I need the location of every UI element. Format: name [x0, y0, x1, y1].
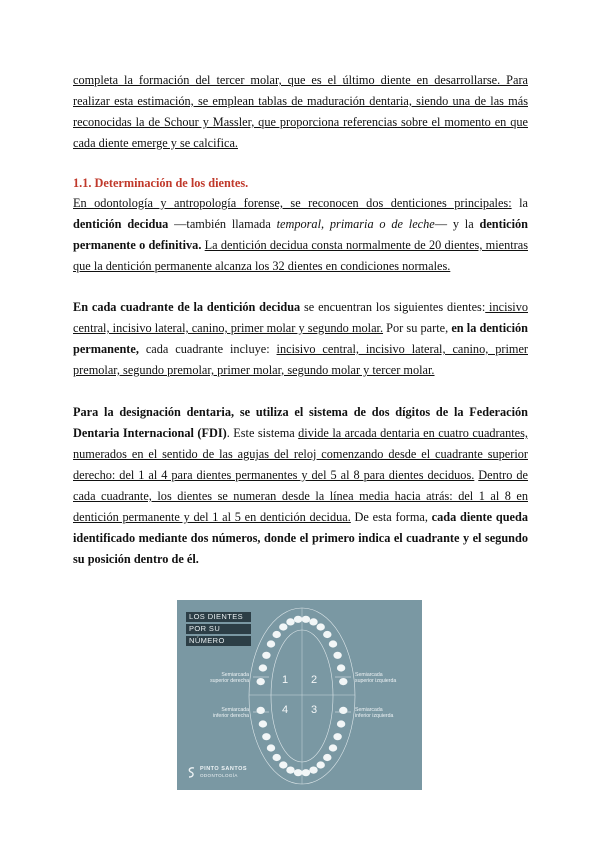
tooth-icon — [337, 720, 345, 727]
p2-la: la — [511, 196, 528, 210]
tooth-icon — [262, 652, 270, 659]
paragraph-maturation-text: completa la formación del tercer molar, que es el último diente en desarrollarse. Para realizar esta estimación, se emplean tablas de maduración dentaria, siendo una de las más reconocidas la de Schour y Massler, que proporciona referencias sobre el momento en que cada diente emerge y se calcifica. — [73, 73, 528, 150]
tooth-icon — [323, 631, 331, 638]
p4-numbering: Dentro de cada cuadrante, los dientes se numeran desde la línea media hacia atrás: del 1 al 8 en dentición permanente y del 1 al 5 en dentición decidua. — [73, 468, 529, 524]
p4-divide: divide la arcada dentaria en cuatro cuadrantes, numerados en el sentido de las agujas del reloj comenzando desde el cuadrante superior derecho: del 1 al 4 para dientes permanentes y del 5 al 8 para dientes deciduos. — [73, 426, 528, 482]
tooth-icon — [259, 664, 267, 671]
label-upper-left — [355, 672, 396, 684]
p4-este: . Este sistema — [226, 426, 299, 440]
p3-decidua-list: incisivo central, incisivo lateral, canino, primer molar y segundo molar. — [73, 300, 528, 335]
label-ur-line-1: Semiarcada — [221, 672, 249, 678]
tooth-icon — [339, 678, 347, 685]
label-lower-right — [191, 707, 249, 719]
label-lower-left — [355, 707, 393, 719]
logo-line-2: ODONTOLOGÍA — [200, 773, 238, 778]
figure-title-line-1: LOS DIENTES — [186, 612, 251, 622]
tooth-icon — [267, 640, 275, 647]
tooth-icon — [333, 652, 341, 659]
tooth-icon — [286, 618, 294, 625]
tooth-icon — [302, 769, 310, 776]
quadrant-2: 2 — [311, 674, 318, 686]
p3-incluye: cada cuadrante incluye: — [138, 342, 277, 356]
tooth-icon — [317, 761, 325, 768]
logo-line-1: PINTO SANTOS — [200, 766, 248, 772]
section-heading: 1.1. Determinación de los dientes. — [73, 176, 249, 190]
tooth-icon — [339, 707, 347, 714]
figure-title-line-3: NÚMERO — [186, 636, 251, 646]
tooth-icon — [279, 623, 287, 630]
paragraph-fdi — [73, 402, 528, 570]
paragraph-cuadrantes — [73, 297, 528, 381]
p3-permanent-list: incisivo central, incisivo lateral, canino, primer premolar, segundo premolar, primer molar, segundo molar y tercer molar. — [73, 342, 528, 377]
label-upper-right — [191, 672, 249, 684]
tooth-icon — [323, 754, 331, 761]
tooth-icon — [333, 733, 341, 740]
tooth-icon — [329, 744, 337, 751]
p2-y-la: — y la — [434, 217, 480, 231]
p3-permanente: en la dentición permanente, — [73, 321, 529, 356]
p2-tambien: —también llamada — [168, 217, 277, 231]
clinic-logo-icon — [187, 766, 196, 779]
label-lr-line-2: inferior derecha — [212, 713, 249, 719]
tooth-icon — [262, 733, 270, 740]
tooth-icon — [294, 769, 302, 776]
p3-lead: En cada cuadrante de la dentición decidua — [73, 300, 301, 314]
fdi-tooth-chart-figure — [177, 600, 422, 790]
tooth-icon — [337, 664, 345, 671]
tooth-icon — [317, 623, 325, 630]
label-ul-line-1: Semiarcada — [355, 672, 383, 678]
label-lr-line-1: Semiarcada — [221, 707, 249, 713]
label-ll-line-1: Semiarcada — [355, 707, 383, 713]
paragraph-maturation — [73, 70, 528, 154]
quadrant-4: 4 — [282, 704, 289, 716]
tooth-icon — [302, 616, 310, 623]
p4-forma: De esta forma, — [350, 510, 432, 524]
label-ul-line-2: superior izquierda — [355, 678, 397, 684]
tooth-icon — [309, 618, 317, 625]
p4-conclusion: cada diente queda identificado mediante dos números, donde el primero indica el cuadrante y el segundo su posición dentro de él. — [73, 510, 528, 566]
tooth-icon — [279, 761, 287, 768]
label-ur-line-2: superior derecha — [210, 678, 249, 684]
tooth-icon — [257, 707, 265, 714]
tooth-icon — [259, 720, 267, 727]
p3-encuentran: se encuentran los siguientes dientes: — [300, 300, 486, 314]
p3-por-su-parte: Por su parte, — [383, 321, 452, 335]
quadrant-3: 3 — [311, 704, 318, 716]
tooth-icon — [267, 744, 275, 751]
tooth-icon — [257, 678, 265, 685]
tooth-icon — [286, 767, 294, 774]
figure-title-line-2: POR SU — [186, 624, 251, 634]
tooth-icon — [329, 640, 337, 647]
p2-permanente: dentición permanente o definitiva. — [73, 217, 528, 252]
tooth-icon — [294, 616, 302, 623]
p2-counts: La dentición decidua consta normalmente de 20 dientes, mientras que la dentición permanente alcanza los 32 dientes en condiciones normales. — [73, 238, 528, 273]
tooth-icon — [273, 754, 281, 761]
quadrant-1: 1 — [282, 674, 289, 686]
label-ll-line-2: inferior izquierda — [355, 713, 394, 719]
tooth-icon — [273, 631, 281, 638]
tooth-icon — [309, 767, 317, 774]
p2-names: temporal, primaria o de leche — [276, 217, 435, 231]
paragraph-denticiones — [73, 193, 528, 277]
p2-intro: En odontología y antropología forense, se reconocen dos denticiones principales: — [73, 196, 512, 210]
dental-arch-diagram — [177, 600, 422, 790]
p2-decidua: dentición decidua — [73, 217, 169, 231]
p4-lead: Para la designación dentaria, se utiliza el sistema de dos dígitos de la Federación Dentaria Internacional (FDI) — [73, 405, 528, 440]
